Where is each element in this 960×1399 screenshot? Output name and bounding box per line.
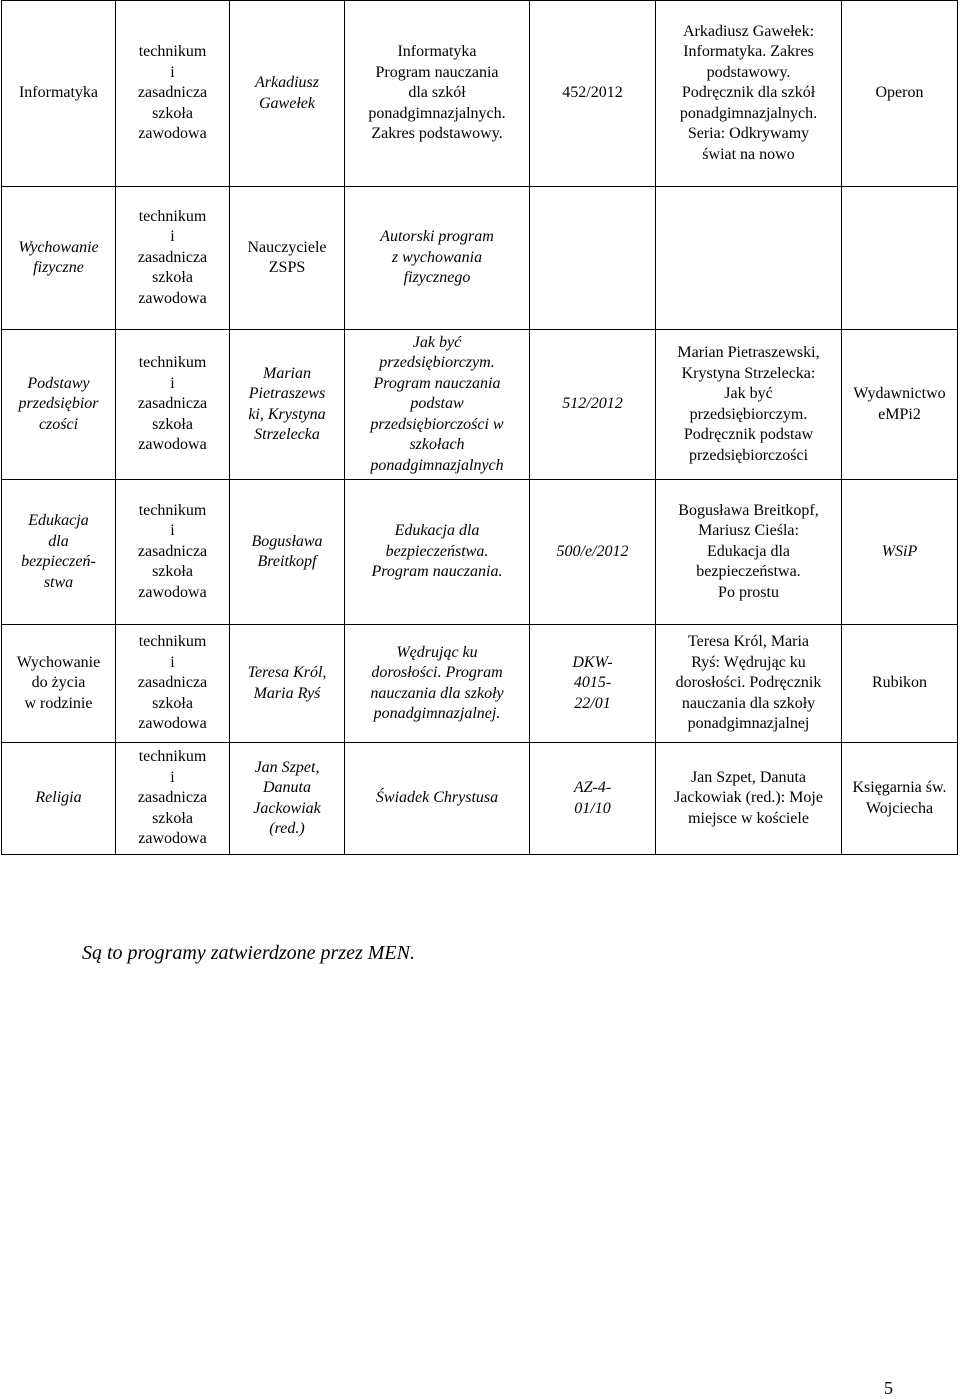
cell-text-line: Ryś: Wędrując ku xyxy=(691,653,806,671)
table-row xyxy=(2,480,958,625)
program-author-cell xyxy=(230,1,345,187)
cell-text-line: przedsiębiorczości xyxy=(688,446,809,464)
cell-text-line: Rubikon xyxy=(871,674,928,692)
cell-text-line: Podręcznik dla szkół xyxy=(681,84,816,102)
cell-text-line: dorosłości. Podręcznik xyxy=(675,674,822,692)
cell-text-line: fizyczne xyxy=(33,259,84,276)
cell-text-line: zasadnicza xyxy=(137,789,208,807)
cell-text-line: Jak być xyxy=(412,333,462,351)
cell-text-line: i xyxy=(170,63,175,81)
program-author-cell xyxy=(230,330,345,480)
cell-text-line: zawodowa xyxy=(138,715,207,733)
cell-text-line: Po prostu xyxy=(718,583,779,601)
cell-text-line: technikum xyxy=(138,43,207,61)
cell-text-line: zasadnicza xyxy=(137,248,208,266)
cell-text-line: zasadnicza xyxy=(137,84,208,102)
cell-text-line: szkoła xyxy=(152,694,193,712)
cell-text-line: Maria Ryś xyxy=(253,684,321,702)
cell-text-line: do życia xyxy=(31,674,86,692)
cell-text-line: Informatyka xyxy=(397,43,477,61)
program-title-cell xyxy=(345,743,530,855)
cell-text-line: Informatyka. Zakres xyxy=(683,43,814,61)
cell-text-line: szkoła xyxy=(152,104,193,122)
cell-text-line: czości xyxy=(38,415,79,433)
program-title-cell xyxy=(345,330,530,480)
cell-text-line: szkoła xyxy=(152,563,193,581)
cell-text-line: Program nauczania. xyxy=(371,563,503,581)
approval-number-cell xyxy=(530,187,656,330)
school-type-cell xyxy=(116,625,230,743)
program-title-cell xyxy=(345,1,530,187)
cell-text-line: Wydawnictwo xyxy=(853,385,946,402)
cell-text-line: Bogusława xyxy=(251,532,323,550)
school-type-cell xyxy=(116,330,230,480)
cell-text-line: technikum xyxy=(138,207,207,225)
cell-text-line: w rodzinie xyxy=(24,694,93,712)
cell-text-line: bezpieczeństwa. xyxy=(385,542,489,560)
cell-text-line: Jak być xyxy=(724,385,773,402)
cell-text-line: fizycznego xyxy=(403,269,471,287)
cell-text-line: dla xyxy=(48,532,69,550)
cell-text-line: Wędrując ku xyxy=(396,643,478,661)
cell-text-line: nauczania dla szkoły xyxy=(370,684,504,702)
approval-number-cell xyxy=(530,330,656,480)
cell-text-line: i xyxy=(170,522,175,540)
cell-text-line: Seria: Odkrywamy xyxy=(687,125,810,143)
cell-text-line: Wychowanie xyxy=(16,653,101,671)
programs-table xyxy=(1,0,958,855)
cell-text-line: technikum xyxy=(138,354,207,372)
cell-text-line: Edukacja dla xyxy=(706,542,791,560)
cell-text-line: i xyxy=(170,768,175,786)
cell-text-line: Jan Szpet, xyxy=(254,758,320,776)
subject-cell xyxy=(2,480,116,625)
school-type-cell xyxy=(116,1,230,187)
page-number: 5 xyxy=(884,1378,893,1398)
cell-text-line: Danuta xyxy=(263,779,311,796)
cell-text-line: Strzelecka xyxy=(254,426,320,443)
cell-text-line: Bogusława Breitkopf, xyxy=(678,501,819,519)
subject-cell xyxy=(2,625,116,743)
cell-text-line: technikum xyxy=(138,633,207,651)
cell-text-line: podstawowy. xyxy=(706,63,791,81)
approval-number-cell xyxy=(530,743,656,855)
cell-text-line: Informatyka xyxy=(18,84,99,102)
cell-text-line: technikum xyxy=(138,748,207,766)
cell-text-line: szkoła xyxy=(152,269,193,287)
cell-text-line: zasadnicza xyxy=(137,395,208,413)
cell-text-line: podstaw xyxy=(410,395,464,413)
cell-text-line: 452/2012 xyxy=(562,84,623,102)
cell-text-line: Wychowanie xyxy=(18,238,99,256)
publisher-cell xyxy=(842,480,958,625)
cell-text-line: z wychowania xyxy=(391,248,483,266)
cell-text-line: Pietraszews xyxy=(248,385,326,402)
cell-text-line: Program nauczania xyxy=(373,374,501,392)
subject-cell xyxy=(2,187,116,330)
cell-text-line: Zakres podstawowy. xyxy=(371,125,503,143)
program-author-cell xyxy=(230,743,345,855)
textbook-cell xyxy=(656,743,842,855)
textbook-cell xyxy=(656,480,842,625)
cell-text-line: i xyxy=(170,374,175,392)
cell-text-line: zasadnicza xyxy=(137,674,208,692)
cell-text-line: ponadgimnazjalnych. xyxy=(368,104,506,122)
subject-cell xyxy=(2,743,116,855)
program-title-cell xyxy=(345,625,530,743)
publisher-cell xyxy=(842,330,958,480)
cell-text-line: ki, Krystyna xyxy=(248,405,326,423)
cell-text-line: 512/2012 xyxy=(562,395,623,413)
cell-text-line: miejsce w kościele xyxy=(688,809,809,827)
cell-text-line: Teresa Król, Maria xyxy=(687,633,810,651)
school-type-cell xyxy=(116,480,230,625)
cell-text-line: bezpieczeń- xyxy=(21,553,96,570)
cell-text-line: ZSPS xyxy=(268,259,306,276)
publisher-cell xyxy=(842,625,958,743)
program-author-cell xyxy=(230,625,345,743)
cell-text-line: przedsiębiorczym. xyxy=(689,405,808,423)
publisher-cell xyxy=(842,187,958,330)
approval-number-cell xyxy=(530,480,656,625)
cell-text-line: Mariusz Cieśla: xyxy=(698,522,799,540)
cell-text-line: 500/e/2012 xyxy=(556,542,629,560)
cell-text-line: Edukacja dla xyxy=(394,522,480,540)
program-title-cell xyxy=(345,187,530,330)
cell-text-line: przedsiębiorczym. xyxy=(379,354,495,372)
cell-text-line: i xyxy=(170,228,175,246)
cell-text-line: przedsiębior xyxy=(18,395,99,413)
cell-text-line: Arkadiusz Gawełek: xyxy=(682,22,815,40)
cell-text-line: 22/01 xyxy=(574,694,611,712)
table-row xyxy=(2,1,958,187)
cell-text-line: Krystyna Strzelecka: xyxy=(681,364,816,382)
cell-text-line: ponadgimnazjalnych xyxy=(370,456,504,474)
cell-text-line: stwa xyxy=(43,573,74,591)
cell-text-line: Edukacja xyxy=(28,512,89,529)
cell-text-line: Religia xyxy=(35,789,82,807)
cell-text-line: Księgarnia św. xyxy=(852,779,947,796)
cell-text-line: ponadgimnazjalnej xyxy=(687,715,810,733)
cell-text-line: Wojciecha xyxy=(865,799,934,817)
cell-text-line: ponadgimnazjalnych. xyxy=(679,104,818,122)
subject-cell xyxy=(2,1,116,187)
cell-text-line: i xyxy=(170,653,175,671)
cell-text-line: zawodowa xyxy=(138,436,207,454)
textbook-cell xyxy=(656,1,842,187)
publisher-cell xyxy=(842,1,958,187)
publisher-cell xyxy=(842,743,958,855)
cell-text-line: zawodowa xyxy=(138,830,207,848)
cell-text-line: dla szkół xyxy=(408,84,466,102)
table-row xyxy=(2,743,958,855)
cell-text-line: zawodowa xyxy=(138,125,207,143)
cell-text-line: Marian xyxy=(263,364,311,382)
cell-text-line: zasadnicza xyxy=(137,542,208,560)
approval-number-cell xyxy=(530,1,656,187)
cell-text-line: ponadgimnazjalnej. xyxy=(373,705,501,722)
table-row xyxy=(2,330,958,480)
cell-text-line: WSiP xyxy=(881,542,918,560)
textbook-cell xyxy=(656,330,842,480)
school-type-cell xyxy=(116,743,230,855)
cell-text-line: Jan Szpet, Danuta xyxy=(690,768,807,786)
cell-text-line: szkołach xyxy=(409,436,465,454)
cell-text-line: dorosłości. Program xyxy=(371,664,503,681)
cell-text-line: Gawełek xyxy=(259,94,315,112)
cell-text-line: Marian Pietraszewski, xyxy=(677,344,820,361)
cell-text-line: zawodowa xyxy=(138,289,207,307)
cell-text-line: (red.) xyxy=(269,820,305,837)
cell-text-line: Teresa Król, xyxy=(247,664,327,681)
cell-text-line: Jackowiak (red.): Moje xyxy=(674,789,823,807)
cell-text-line: Jackowiak xyxy=(253,799,321,817)
subject-cell xyxy=(2,330,116,480)
school-type-cell xyxy=(116,187,230,330)
approval-number-cell xyxy=(530,625,656,743)
textbook-cell xyxy=(656,625,842,743)
cell-text-line: eMPi2 xyxy=(878,405,921,423)
cell-text-line: AZ-4- xyxy=(573,779,612,796)
approval-note: Są to programy zatwierdzone przez MEN. xyxy=(82,942,415,964)
cell-text-line: Operon xyxy=(875,84,924,102)
cell-text-line: Autorski program xyxy=(380,228,494,246)
cell-text-line: Nauczyciele xyxy=(247,238,327,256)
cell-text-line: Breitkopf xyxy=(257,553,317,570)
cell-text-line: Program nauczania xyxy=(375,63,499,81)
cell-text-line: technikum xyxy=(138,501,207,519)
table-row xyxy=(2,625,958,743)
cell-text-line: 01/10 xyxy=(574,799,611,817)
cell-text-line: Świadek Chrystusa xyxy=(375,789,499,807)
program-author-cell xyxy=(230,187,345,330)
cell-text-line: szkoła xyxy=(152,415,193,433)
cell-text-line: 4015- xyxy=(573,674,612,692)
cell-text-line: Arkadiusz xyxy=(255,74,319,91)
cell-text-line: Podręcznik podstaw xyxy=(683,426,814,443)
cell-text-line: Podstawy xyxy=(27,374,90,392)
program-author-cell xyxy=(230,480,345,625)
cell-text-line: zawodowa xyxy=(138,583,207,601)
cell-text-line: bezpieczeństwa. xyxy=(696,563,801,581)
program-title-cell xyxy=(345,480,530,625)
cell-text-line: przedsiębiorczości w xyxy=(370,415,504,433)
cell-text-line: nauczania dla szkoły xyxy=(681,694,816,712)
textbook-cell xyxy=(656,187,842,330)
table-row xyxy=(2,187,958,330)
cell-text-line: świat na nowo xyxy=(702,145,795,163)
cell-text-line: szkoła xyxy=(152,809,193,827)
cell-text-line: DKW- xyxy=(572,653,613,671)
